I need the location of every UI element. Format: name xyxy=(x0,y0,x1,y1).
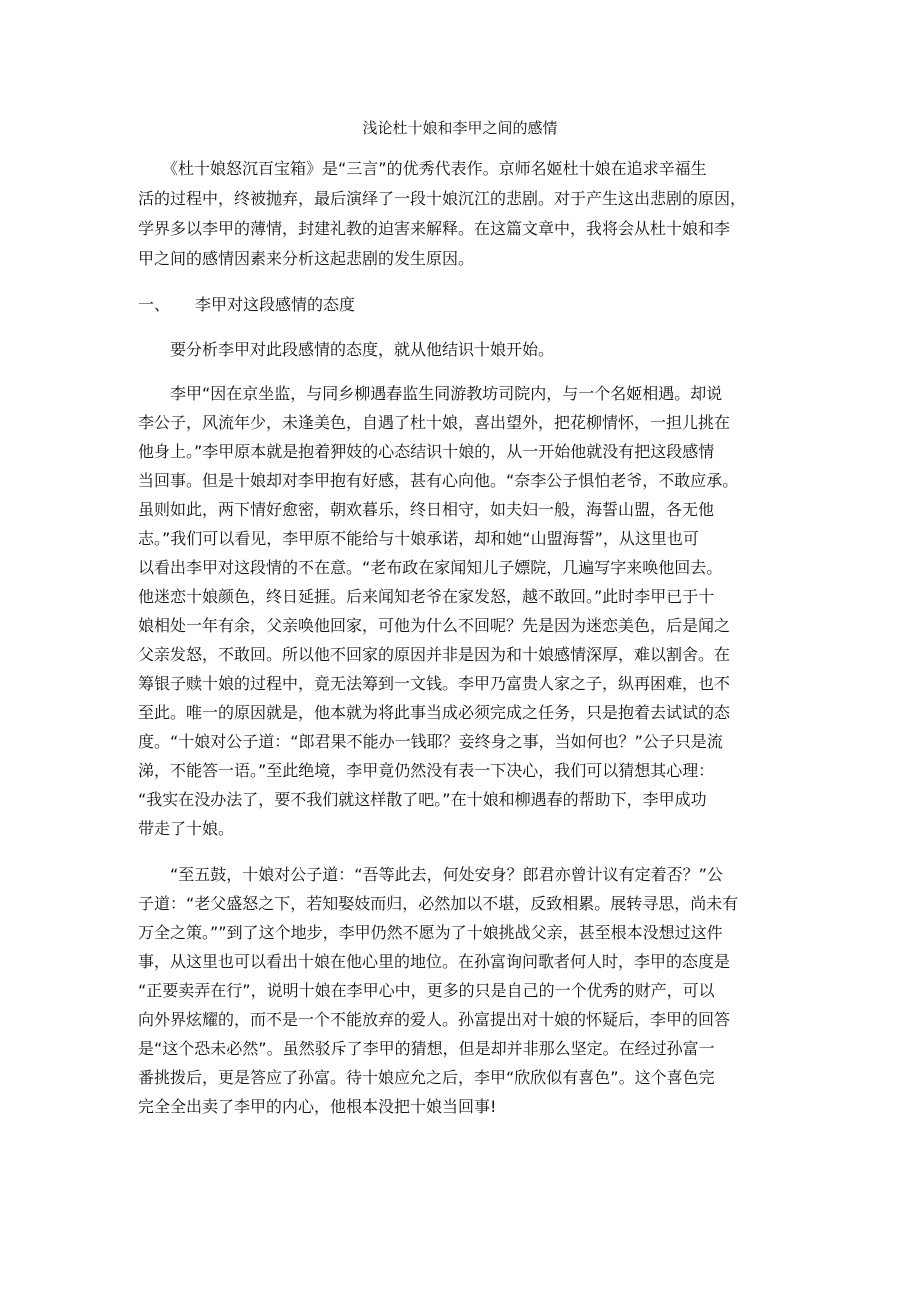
paragraph-line: 父亲发怒，不敢回。所以他不回家的原因并非是因为和十娘感情深厚，难以割舍。在 xyxy=(138,645,731,664)
paragraph-line: 学界多以李甲的薄情，封建礼教的迫害来解释。在这篇文章中，我将会从杜十娘和李 xyxy=(138,219,731,238)
paragraph-line: 番挑拨后，更是答应了孙富。待十娘应允之后，李甲“欣欣似有喜色”。这个喜色完 xyxy=(138,1068,715,1087)
paragraph-line: 虽则如此，两下情好愈密，朝欢暮乐，终日相守，如夫妇一般，海誓山盟，各无他 xyxy=(138,500,715,519)
paragraph-line: “正要卖弄在行”，说明十娘在李甲心中，更多的只是自己的一个优秀的财产，可以 xyxy=(138,981,715,1000)
paragraph-line: 他身上。”李甲原本就是抱着狎妓的心态结识十娘的，从一开始他就没有把这段感情 xyxy=(138,442,715,461)
paragraph-line: 子道：“老父盛怒之下，若知娶妓而归，必然加以不堪，反致相累。展转寻思，尚未有 xyxy=(138,894,739,913)
paragraph-line: 度。“十娘对公子道：“郎君果不能办一钱耶？妾终身之事，当如何也？”公子只是流 xyxy=(138,732,723,751)
paragraph-line: 李公子，风流年少，未逢美色，自遇了杜十娘，喜出望外，把花柳情怀，一担儿挑在 xyxy=(138,413,731,432)
paragraph-line: 至此。唯一的原因就是，他本就为将此事当成必须完成之任务，只是抱着去试试的态 xyxy=(138,703,731,722)
paragraph-line: 事，从这里也可以看出十娘在他心里的地位。在孙富询问歌者何人时，李甲的态度是 xyxy=(138,952,731,971)
paragraph-line: 甲之间的感情因素来分析这起悲剧的发生原因。 xyxy=(138,249,475,268)
paragraph-line: 万全之策。””到了这个地步，李甲仍然不愿为了十娘挑战父亲，甚至根本没想过这件 xyxy=(138,923,723,942)
section-number: 一、 xyxy=(138,295,171,314)
paragraph-line: 以看出李甲对这段情的不在意。“老布政在家闻知儿子嫖院，几遍写字来唤他回去。 xyxy=(138,558,723,577)
paragraph-line: “至五鼓，十娘对公子道：“吾等此去，何处安身？郎君亦曾计议有定着否？”公 xyxy=(138,865,723,884)
paragraph-line: 完全全出卖了李甲的内心，他根本没把十娘当回事! xyxy=(138,1097,497,1116)
paragraph-line: 娘相处一年有余，父亲唤他回家，可他为什么不回呢？先是因为迷恋美色，后是闻之 xyxy=(138,616,731,635)
paragraph-line: 当回事。但是十娘却对李甲抱有好感，甚有心向他。“奈李公子惧怕老爷，不敢应承。 xyxy=(138,471,739,490)
paragraph-line: 带走了十娘。 xyxy=(138,819,235,838)
paragraph-line: 活的过程中，终被抛弃，最后演绎了一段十娘沉江的悲剧。对于产生这出悲剧的原因， xyxy=(138,189,747,208)
section-title: 李甲对这段感情的态度 xyxy=(195,295,356,314)
paragraph-line: “我实在没办法了，要不我们就这样散了吧。”在十娘和柳遇春的帮助下，李甲成功 xyxy=(138,790,707,809)
section-heading xyxy=(138,292,355,318)
paragraph-line: 向外界炫耀的，而不是一个不能放弃的爱人。孙富提出对十娘的怀疑后，李甲的回答 xyxy=(138,1010,731,1029)
document-title: 浅论杜十娘和李甲之间的感情 xyxy=(362,119,558,137)
paragraph-line: 筹银子赎十娘的过程中，竟无法筹到一文钱。李甲乃富贵人家之子，纵再困难，也不 xyxy=(138,674,731,693)
paragraph-line: 他迷恋十娘颜色，终日延捱。后来闻知老爷在家发怒，越不敢回。”此时李甲已于十 xyxy=(138,587,715,606)
paragraph-line: 志。”我们可以看见，李甲原不能给与十娘承诺，却和她“山盟海誓”，从这里也可 xyxy=(138,529,699,548)
paragraph-line: 是“这个恐未必然”。虽然驳斥了李甲的猜想，但是却并非那么坚定。在经过孙富一 xyxy=(138,1039,715,1058)
paragraph-line: 涕，不能答一语。”至此绝境，李甲竟仍然没有表一下决心，我们可以猜想其心理： xyxy=(138,761,715,780)
paragraph-line: 李甲“因在京坐监，与同乡柳遇春监生同游教坊司院内，与一个名姬相遇。却说 xyxy=(138,384,723,403)
paragraph-line: 《杜十娘怒沉百宝箱》是“三言”的优秀代表作。京师名姬杜十娘在追求辛福生 xyxy=(138,159,707,178)
paragraph-line: 要分析李甲对此段感情的态度，就从他结识十娘开始。 xyxy=(138,340,555,359)
